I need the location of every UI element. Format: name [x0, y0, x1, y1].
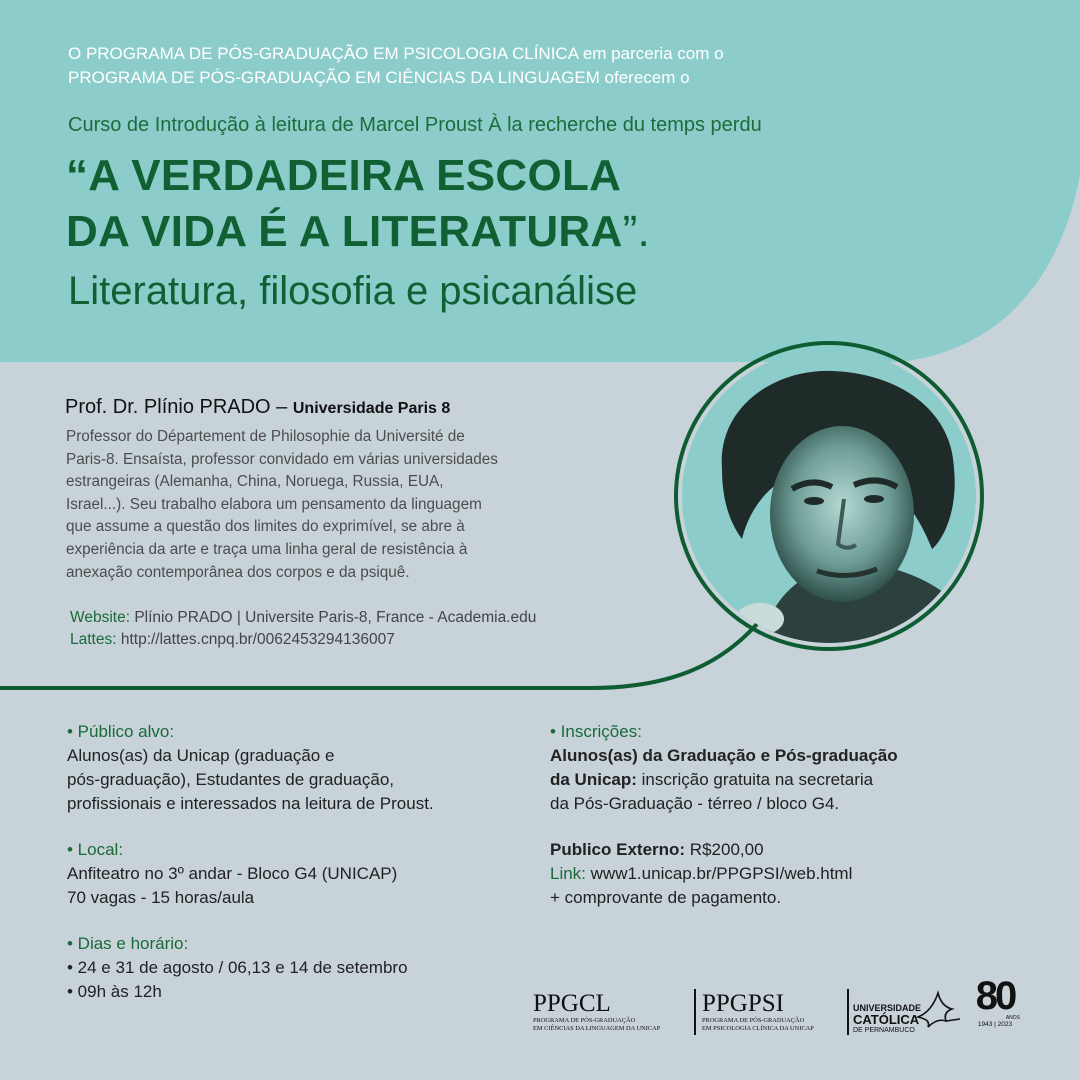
internos-line-1: [550, 744, 1020, 768]
local-line: 70 vagas - 15 horas/aula: [67, 888, 255, 907]
intro-program-2: PROGRAMA DE PÓS-GRADUAÇÃO EM CIÊNCIAS DA LINGUAGEM: [68, 68, 600, 87]
info-left-column: [67, 720, 537, 1004]
internos-strong-2: da Unicap:: [550, 770, 637, 789]
link-value: www1.unicap.br/PPGPSI/web.html: [585, 864, 853, 883]
comprovante-line: + comprovante de pagamento.: [550, 888, 782, 907]
bio-line: experiência da arte e traça uma linha geral de resistência à: [66, 540, 468, 558]
link-row[interactable]: [550, 862, 1020, 886]
eighty-years-logo: [970, 974, 1020, 1029]
dias-line: • 09h às 12h: [67, 982, 162, 1001]
unicap-line-3: DE PERNAMBUCO: [853, 1027, 915, 1034]
professor-portrait: [682, 349, 976, 643]
bio-line: estrangeiras (Alemanha, China, Noruega, Russia, EUA,: [66, 473, 444, 491]
publico-line: profissionais e interessados na leitura de Proust.: [67, 794, 434, 813]
local-line: Anfiteatro no 3º andar - Bloco G4 (UNICAP): [67, 864, 398, 883]
lattes-value: http://lattes.cnpq.br/0062453294136007: [116, 630, 395, 648]
internos-line-3: da Pós-Graduação - térreo / bloco G4.: [550, 794, 840, 813]
intro-rest-1: em parceria com o: [578, 44, 724, 63]
logo-divider: [694, 989, 696, 1035]
ppgpsi-line: EM PSICOLOGIA CLÍNICA DA UNICAP: [702, 1024, 814, 1032]
inscricoes-heading: • Inscrições:: [550, 722, 642, 741]
dias-heading: • Dias e horário:: [67, 934, 189, 953]
ppgcl-line: PROGRAMA DE PÓS-GRADUAÇÃO: [533, 1017, 636, 1024]
ppgcl-wordmark: PPGCL: [533, 990, 611, 1017]
headline-line-1: “A VERDADEIRA ESCOLA: [66, 151, 622, 200]
local-heading: • Local:: [67, 840, 124, 859]
website-value: Plínio PRADO | Universite Paris-8, France - Academia.edu: [130, 609, 537, 626]
lattes-label: Lattes:: [70, 630, 117, 648]
publico-heading: • Público alvo:: [67, 722, 175, 741]
internos-strong-1: Alunos(as) da Graduação e Pós-graduação: [550, 746, 898, 765]
dove-icon: [916, 987, 962, 1031]
ppgpsi-logo: [702, 991, 814, 1032]
externo-label: Publico Externo:: [550, 840, 686, 859]
intro-program-1: O PROGRAMA DE PÓS-GRADUAÇÃO EM PSICOLOGIA CLÍNICA: [68, 44, 579, 63]
headline-line-2: [66, 204, 650, 260]
internos-line-2: [550, 768, 1020, 792]
bio-line: que assume a questão dos limites do exprimível, se abre à: [66, 518, 465, 536]
professor-affiliation: Universidade Paris 8: [292, 400, 451, 417]
professor-separator: –: [270, 396, 293, 418]
headline: [66, 148, 650, 260]
professor-links: [70, 607, 536, 650]
externo-value: R$200,00: [685, 840, 764, 859]
headline-quote-end: ”.: [622, 207, 651, 256]
ppgcl-logo: [533, 991, 660, 1032]
bio-line: Professor do Département de Philosophie da Université de: [66, 428, 465, 445]
internos-rest-2: inscrição gratuita na secretaria: [636, 770, 874, 789]
ppgcl-line: EM CIÊNCIAS DA LINGUAGEM DA UNICAP: [533, 1024, 661, 1032]
ppgpsi-wordmark: PPGPSI: [702, 990, 784, 1017]
portrait-illustration: [682, 349, 976, 643]
externo-line: [550, 838, 1020, 862]
publico-line: pós-graduação), Estudantes de graduação,: [67, 770, 395, 789]
info-right-column: [550, 720, 1020, 910]
professor-heading: [65, 396, 450, 419]
logos-footer: [533, 975, 1033, 1045]
unicap-logo: [853, 1003, 921, 1036]
bio-line: anexação contemporânea dos corpos e da psiquê.: [66, 563, 410, 581]
lattes-row[interactable]: [70, 629, 536, 651]
anos-years: 1943 | 2023: [977, 1021, 1013, 1028]
link-label: Link:: [550, 864, 586, 883]
headline-line-2-text: DA VIDA É A LITERATURA: [66, 207, 623, 256]
subtitle: Literatura, filosofia e psicanálise: [68, 269, 638, 313]
intro-text: [68, 42, 968, 90]
course-title: Curso de Introdução à leitura de Marcel Proust À la recherche du temps perdu: [68, 114, 762, 136]
professor-bio: [66, 426, 576, 584]
website-label: Website:: [70, 609, 131, 626]
eighty-number: 80: [975, 974, 1015, 1018]
website-row[interactable]: [70, 607, 536, 629]
logo-divider: [847, 989, 849, 1035]
unicap-line-1: UNIVERSIDADE: [853, 1003, 922, 1013]
anos-word: ANOS: [1005, 1015, 1020, 1021]
bio-line: Israel...). Seu trabalho elabora um pensamento da linguagem: [66, 495, 482, 513]
intro-rest-2: oferecem o: [599, 68, 690, 87]
publico-line: Alunos(as) da Unicap (graduação e: [67, 746, 335, 765]
ppgpsi-line: PROGRAMA DE PÓS-GRADUAÇÃO: [702, 1017, 805, 1024]
bio-line: Paris-8. Ensaísta, professor convidado em várias universidades: [66, 450, 498, 468]
dias-line: • 24 e 31 de agosto / 06,13 e 14 de setembro: [67, 958, 408, 977]
professor-name: Prof. Dr. Plínio PRADO: [65, 396, 271, 418]
unicap-line-2: CATÓLICA: [853, 1012, 920, 1027]
